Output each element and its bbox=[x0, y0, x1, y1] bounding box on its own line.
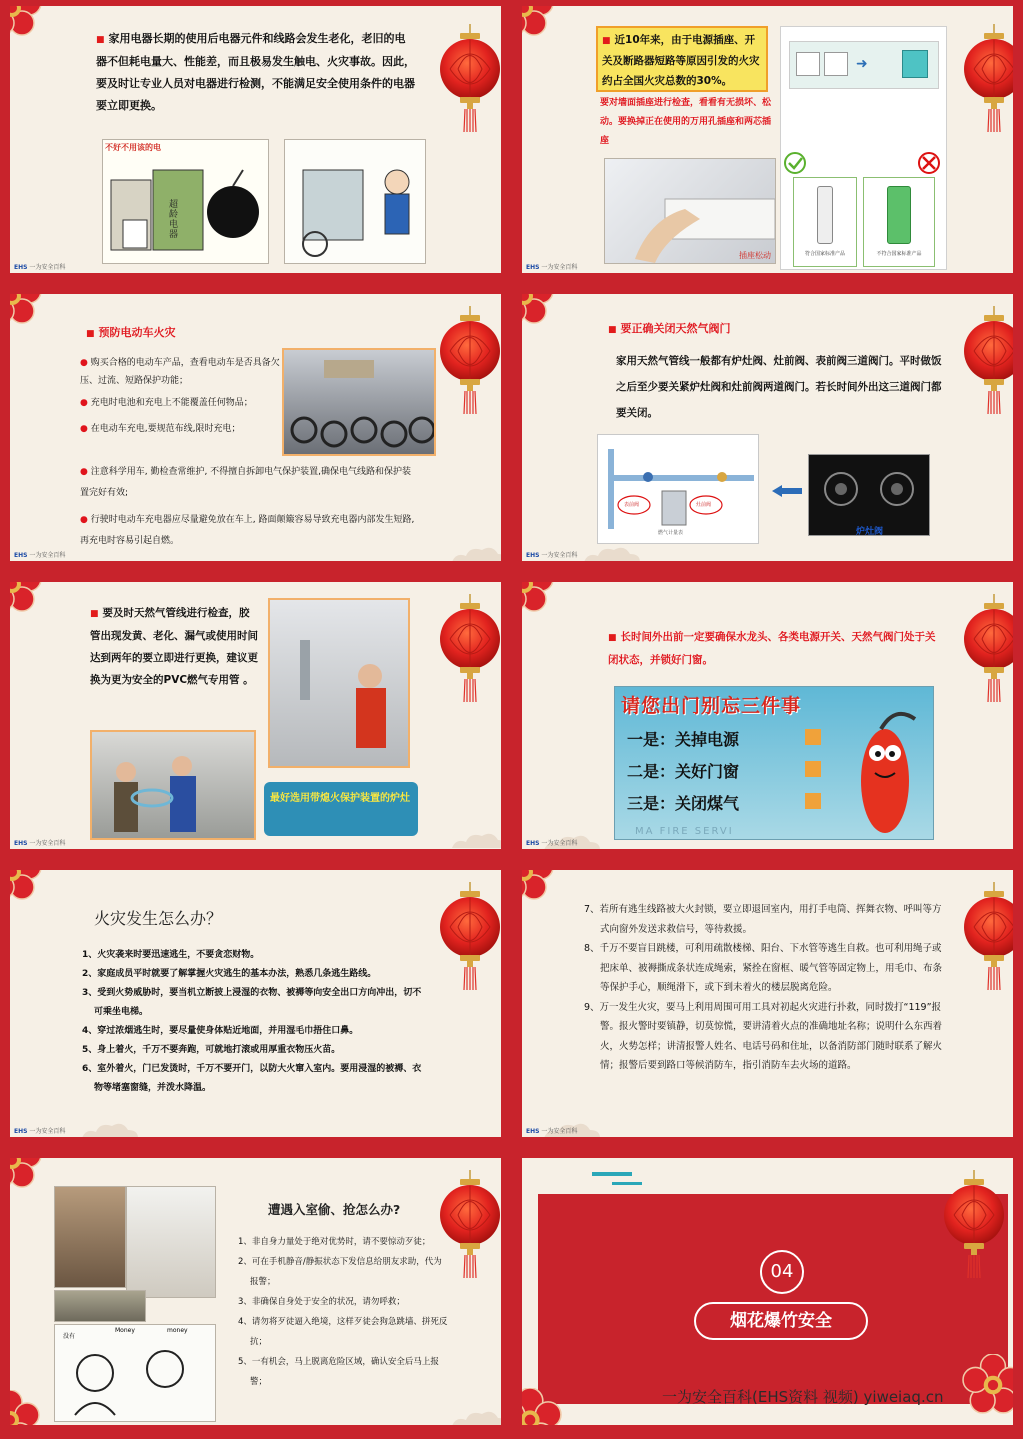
banner-line: 二是：关好门窗 bbox=[627, 762, 740, 781]
slide-4[interactable] bbox=[512, 288, 1023, 575]
ebike-bullet: ● 在电动车充电,要规范布线,限时充电； bbox=[80, 424, 241, 434]
list-item: 7、若所有逃生线路被大火封锁，要立即退回室内，用打手电筒、挥舞衣物、呼叫等方式向窗外发送求救信号，等待救援。 bbox=[584, 904, 942, 935]
repair-cartoon bbox=[284, 139, 426, 264]
slide-footer: EHS 一为安全百科 bbox=[526, 1128, 578, 1135]
cloud-decoration bbox=[80, 1120, 140, 1137]
slide-canvas bbox=[522, 870, 1013, 1137]
slide-title: 遭遇入室偷、抢怎么办? bbox=[268, 1202, 401, 1217]
slide-text: ■ 要及时天然气管线进行检查，胶管出现发黄、老化、漏气或使用时间达到两年的要立即进行更换，建议更换为更为安全的PVC燃气专用管 。 bbox=[90, 607, 258, 686]
banner-watermark: MA FIRE SERVI bbox=[635, 826, 734, 837]
slide-canvas bbox=[522, 294, 1013, 561]
slide-6[interactable] bbox=[512, 576, 1023, 863]
cloud-decoration bbox=[582, 544, 642, 561]
burglary-tips-list bbox=[238, 1232, 448, 1392]
flower-decoration bbox=[962, 1354, 1013, 1416]
bad-label: 不符合国家标准产品 bbox=[876, 251, 922, 257]
window-icon bbox=[805, 761, 821, 777]
flower-decoration bbox=[522, 6, 554, 38]
slide-footer: EHS 一为安全百科 bbox=[14, 1128, 66, 1135]
ebike-illustration bbox=[284, 350, 434, 454]
robbery-photo bbox=[54, 1290, 146, 1322]
slide-1[interactable] bbox=[0, 0, 511, 287]
hand-socket-illustration bbox=[605, 159, 775, 263]
slide-title: 火灾发生怎么办？ bbox=[94, 909, 223, 928]
list-item: 4、穿过浓烟逃生时，要尽量使身体贴近地面，并用湿毛巾捂住口鼻。 bbox=[82, 1026, 359, 1036]
flower-decoration bbox=[522, 582, 554, 614]
cartoon-label: 超龄电器 bbox=[169, 200, 179, 240]
list-item: 8、千万不要盲目跳楼，可利用疏散楼梯、阳台、下水管等逃生自救。也可利用绳子或把床单、被褥撕成条状连成绳索，紧拴在窗框、暖气管等固定物上，用毛巾、布条等保护手心，顺绳滑下，或下到未着火的楼层脱离危险。 bbox=[584, 943, 943, 993]
list-item: 4、请勿将歹徒逼入绝境，这样歹徒会狗急跳墙、拼死反抗； bbox=[238, 1317, 448, 1347]
square-bullet-icon: ■ bbox=[602, 36, 611, 46]
section-title-pill: 烟花爆竹安全 bbox=[694, 1302, 868, 1340]
list-item: 2、可在手机静音/静振状态下发信息给朋友求助，代为报警； bbox=[238, 1257, 442, 1287]
flower-decoration bbox=[522, 1388, 562, 1425]
list-item: 9、万一发生火灾，要马上利用周围可用工具对初起火灾进行扑救，同时拨打“119”报警。报火警时要镇静，切莫惊慌，要讲清着火点的准确地址名称；说明什么东西着火，火势怎样；讲清报警人姓名、电话号码和住址，以备消防部门随时联系了解火情；报警后要到路口等候消防车，指引消防车去火场的道路。 bbox=[584, 1001, 943, 1071]
bad-power-strip bbox=[863, 177, 935, 267]
dot-bullet-icon: ● bbox=[80, 358, 88, 368]
meter-label: 燃气计量表 bbox=[658, 530, 684, 536]
lantern-icon bbox=[962, 594, 1013, 704]
cartoon-text: Money bbox=[115, 1327, 135, 1334]
dot-bullet-icon: ● bbox=[80, 398, 88, 408]
ebike-bullet: ● 注意科学用车, 勤检查常维护, 不得擅自拆卸电气保护装置,确保电气线路和保护装置完好有效; bbox=[80, 467, 412, 498]
site-watermark: 一为安全百科(EHS资料 视频) yiweiaq.cn bbox=[662, 1388, 944, 1406]
slide-footer: EHS 一为安全百科 bbox=[14, 264, 66, 271]
slide-canvas bbox=[10, 294, 501, 561]
dot-bullet-icon: ● bbox=[80, 467, 88, 477]
good-label: 符合国家标准产品 bbox=[804, 251, 845, 257]
slide-title: ■ 要正确关闭天然气阀门 bbox=[608, 322, 731, 335]
slide-canvas bbox=[10, 6, 501, 273]
slide-3[interactable] bbox=[0, 288, 511, 575]
burglary-collage bbox=[54, 1186, 214, 1420]
kitchen-inspection-photo bbox=[90, 730, 256, 840]
list-item: 1、非自身力量处于绝对优势时，请不要惊动歹徒； bbox=[238, 1237, 431, 1247]
flower-decoration bbox=[522, 870, 554, 902]
appliance-illustration bbox=[103, 140, 268, 263]
worker-illustration bbox=[270, 600, 408, 766]
square-bullet-icon: ■ bbox=[90, 609, 99, 619]
list-item: 5、一有机会，马上脱离危险区域，确认安全后马上报警； bbox=[238, 1357, 439, 1387]
list-item: 3、受到火势威胁时，要当机立断披上浸湿的衣物、被褥等向安全出口方向冲出，切不可乘坐电梯。 bbox=[82, 988, 422, 1017]
slide-title: ■ 预防电动车火灾 bbox=[86, 326, 176, 339]
slide-canvas bbox=[522, 582, 1013, 849]
lantern-icon bbox=[962, 306, 1013, 416]
slide-text: ■ 家用电器长期的使用后电器元件和线路会发生老化，老旧的电器不但耗电量大、性能差，而且极易发生触电、火灾事故。因此，要及时让专业人员对电器进行检测，不能满足安全使用条件的电器要立即更换。 bbox=[96, 32, 415, 112]
arrow-right-icon: ➜ bbox=[856, 56, 868, 72]
banner-line: 三是：关闭煤气 bbox=[627, 794, 740, 813]
old-appliance-cartoon bbox=[102, 139, 269, 264]
lantern-icon bbox=[438, 24, 501, 134]
cartoon-text: money bbox=[167, 1327, 188, 1334]
slide-canvas bbox=[10, 1158, 501, 1425]
slide-10[interactable] bbox=[512, 1152, 1023, 1439]
list-item: 2、家庭成员平时就要了解掌握火灾逃生的基本办法，熟悉几条逃生路线。 bbox=[82, 969, 377, 979]
thieves-illustration bbox=[55, 1325, 215, 1421]
house-photo bbox=[126, 1186, 216, 1298]
socket-standard-panel bbox=[780, 26, 947, 270]
flower-decoration bbox=[10, 870, 42, 902]
list-item: 6、室外着火，门已发烫时，千万不要开门，以防大火窜入室内。要用浸湿的被褥、衣物等堵塞窗缝，并泼水降温。 bbox=[82, 1064, 422, 1093]
slide-8[interactable] bbox=[512, 864, 1023, 1151]
good-power-strip bbox=[793, 177, 857, 267]
banner-line: 一是：关掉电源 bbox=[627, 730, 740, 749]
repairman-illustration bbox=[285, 140, 425, 263]
slide-2[interactable] bbox=[512, 0, 1023, 287]
slide-9[interactable] bbox=[0, 1152, 511, 1439]
section-number: 04 bbox=[770, 1261, 794, 1282]
lantern-icon bbox=[942, 1170, 1006, 1280]
dot-bullet-icon: ● bbox=[80, 424, 88, 434]
square-bullet-icon: ■ bbox=[608, 325, 617, 335]
ebike-parking-photo bbox=[282, 348, 436, 456]
fire-steps-list bbox=[584, 900, 944, 1076]
slide-footer: EHS 一为安全百科 bbox=[526, 840, 578, 847]
burglary-photo bbox=[54, 1186, 126, 1288]
arrow-left-icon bbox=[772, 482, 802, 494]
lantern-icon bbox=[438, 882, 501, 992]
gas-icon bbox=[805, 793, 821, 809]
socket-compare-row bbox=[789, 41, 939, 89]
stove-tip-box: 最好选用带熄火保护装置的炉灶 bbox=[264, 782, 418, 836]
cloud-decoration bbox=[450, 830, 501, 849]
lantern-icon bbox=[438, 594, 501, 704]
slide-footer: EHS 一为安全百科 bbox=[526, 264, 578, 271]
ebike-bullet: ● 购买合格的电动车产品，查看电动车是否具备欠压、过流、短路保护功能； bbox=[80, 358, 280, 386]
socket-icon bbox=[824, 52, 848, 76]
list-item: 3、非确保自身处于安全的状况，请勿呼救； bbox=[238, 1297, 405, 1307]
slide-footer: EHS 一为安全百科 bbox=[14, 840, 66, 847]
slide-7[interactable] bbox=[0, 864, 511, 1151]
teal-accent-bar bbox=[612, 1182, 642, 1185]
cross-icon bbox=[917, 151, 941, 175]
square-bullet-icon: ■ bbox=[86, 329, 95, 339]
dot-bullet-icon: ● bbox=[80, 515, 88, 525]
cartoon-text: 没有 bbox=[63, 1333, 76, 1340]
gas-pipe-diagram bbox=[597, 434, 759, 544]
power-strip-icon bbox=[887, 186, 911, 244]
valve-label: 灶前阀 bbox=[696, 502, 712, 508]
socket-photo bbox=[604, 158, 776, 264]
slide-footer: EHS 一为安全百科 bbox=[14, 552, 66, 559]
inspection-illustration bbox=[92, 732, 254, 838]
burner-illustration bbox=[809, 455, 929, 535]
teal-accent-bar bbox=[592, 1172, 632, 1176]
check-icon bbox=[783, 151, 807, 175]
fire-extinguisher-mascot bbox=[835, 701, 925, 837]
photo-label: 插座松动 bbox=[739, 251, 771, 260]
reminder-banner bbox=[614, 686, 934, 840]
power-icon bbox=[805, 729, 821, 745]
socket-icon bbox=[902, 50, 928, 78]
slide-5[interactable] bbox=[0, 576, 511, 863]
cloud-decoration bbox=[450, 544, 501, 561]
lantern-icon bbox=[962, 24, 1013, 134]
fire-steps-list bbox=[82, 946, 427, 1098]
ebike-bullet: ● 充电时电池和充电上不能覆盖任何物品； bbox=[80, 398, 253, 408]
slide-canvas bbox=[522, 1158, 1013, 1425]
socket-warning-text: 要对墙面插座进行检查，看看有无损坏、松动。要换掉正在使用的万用孔插座和两芯插座 bbox=[600, 98, 772, 146]
valve-label: 表前阀 bbox=[624, 502, 640, 508]
flower-decoration bbox=[522, 294, 554, 326]
lantern-icon bbox=[438, 306, 501, 416]
slide-footer: EHS 一为安全百科 bbox=[526, 552, 578, 559]
statistics-box: ■ 近10年来，由于电源插座、开关及断路器短路等原因引发的火灾约占全国火灾总数的30%。 bbox=[596, 26, 768, 92]
slide-canvas bbox=[10, 870, 501, 1137]
ebike-bullet: ● 行驶时电动车充电器应尽量避免放在车上, 路面颠簸容易导致充电器内部发生短路,再充电时容易引起自燃。 bbox=[80, 515, 415, 546]
slide-text: ■ 长时间外出前一定要确保水龙头、各类电源开关、天然气阀门处于关闭状态，并锁好门窗。 bbox=[608, 631, 936, 666]
flower-decoration bbox=[10, 1390, 40, 1425]
pipe-illustration bbox=[598, 435, 758, 543]
slide-canvas bbox=[10, 582, 501, 849]
cloud-decoration bbox=[450, 1408, 501, 1425]
list-item: 5、身上着火，千万不要奔跑，可就地打滚或用厚重衣物压火苗。 bbox=[82, 1045, 341, 1055]
flower-decoration bbox=[10, 1158, 42, 1190]
list-item: 1、火灾袭来时要迅速逃生，不要贪恋财物。 bbox=[82, 950, 260, 960]
thief-cartoon bbox=[54, 1324, 216, 1422]
slide-canvas bbox=[522, 6, 1013, 273]
square-bullet-icon: ■ bbox=[608, 633, 617, 643]
section-panel bbox=[538, 1194, 1008, 1404]
slide-text: 家用天然气管线一般都有炉灶阀、灶前阀、表前阀三道阀门。平时做饭之后至少要关紧炉灶阀和灶前阀两道阀门。若长时间外出这三道阀门都要关闭。 bbox=[616, 355, 942, 419]
cartoon-caption: 不好不用该的电 bbox=[105, 143, 161, 152]
banner-title: 请您出门别忘三件事 bbox=[621, 695, 802, 717]
flower-decoration bbox=[10, 294, 42, 326]
square-bullet-icon: ■ bbox=[96, 35, 105, 45]
stove-label: 炉灶阀 bbox=[856, 527, 884, 537]
lantern-icon bbox=[962, 882, 1013, 992]
power-strip-icon bbox=[817, 186, 833, 244]
flower-decoration bbox=[10, 582, 42, 614]
socket-icon bbox=[796, 52, 820, 76]
gas-worker-photo bbox=[268, 598, 410, 768]
flower-decoration bbox=[10, 6, 42, 38]
section-number-circle bbox=[760, 1250, 804, 1294]
